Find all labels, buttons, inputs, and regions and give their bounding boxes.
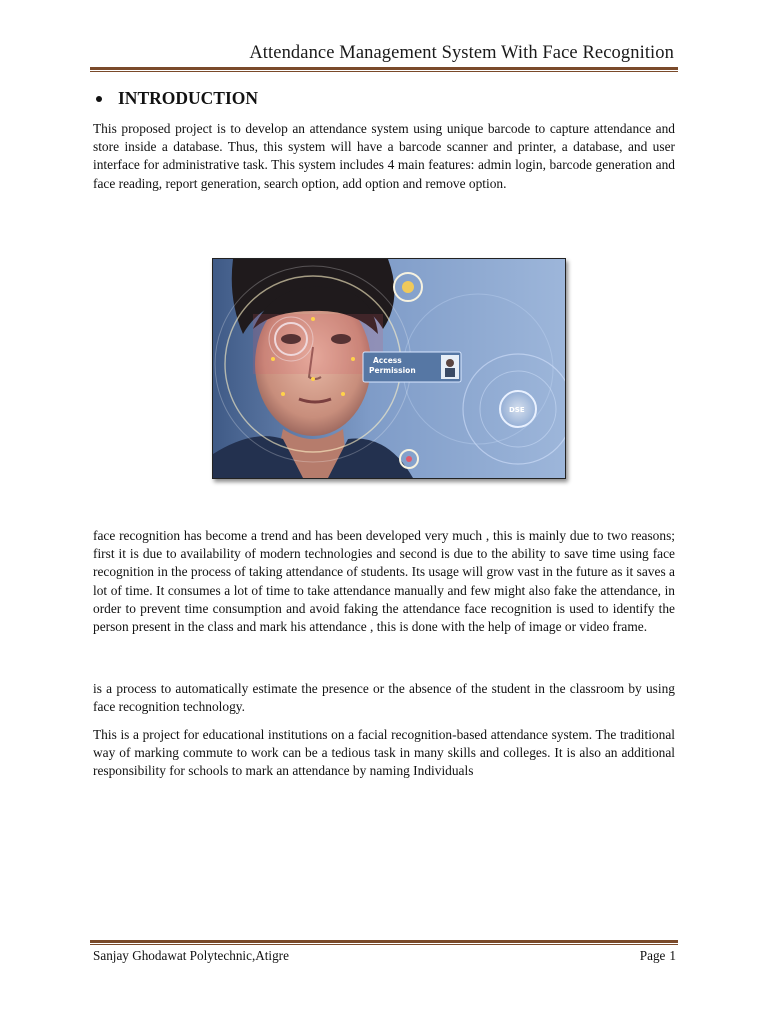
body-paragraph-1: face recognition has become a trend and has been developed very much , this is mainly due to two reasons; first it is due to availability of modern technologies and second is due to the ability to save time using face recognition in the process of taking attendance of students. Its usage will grow vast in the future as it saves a lot of time. It consumes a lot of time to take attendance manually and few might also fake the attendance, in order to prevent time consumption and avoid faking the attendance face recognition is used to identify the person present in the class and mark his attendance , this is done with the help of image or video frame. bbox=[93, 528, 675, 635]
page-number: 1 bbox=[669, 948, 676, 963]
badge-small-label: DSE bbox=[509, 406, 525, 414]
footer-rule bbox=[90, 940, 678, 945]
section-heading bbox=[94, 88, 258, 109]
badge-line1: Access bbox=[373, 356, 402, 365]
face-recognition-figure bbox=[212, 258, 566, 479]
page-label: Page bbox=[639, 948, 666, 963]
body-paragraph-3: This is a project for educational institutions on a facial recognition-based attendance system. The traditional way of marking commute to work can be a tedious task in many skills and colleges. It is also an additional responsibility for schools to mark an attendance by naming Individuals bbox=[93, 727, 675, 779]
footer-page-number bbox=[636, 948, 676, 964]
header-rule bbox=[90, 67, 678, 72]
body-paragraph-2: is a process to automatically estimate the presence or the absence of the student in the classroom by using face recognition technology. bbox=[93, 681, 675, 715]
intro-paragraph: This proposed project is to develop an attendance system using unique barcode to capture attendance and store inside a database. Thus, this system will have a barcode scanner and printer, a database, and user interface for administrative task. This system includes 4 main features: admin login, barcode generation and face reading, report generation, search option, add option and remove option. bbox=[93, 121, 675, 191]
running-header-title: Attendance Management System With Face Recognition bbox=[249, 43, 674, 63]
bullet-icon bbox=[96, 96, 102, 102]
face-recognition-illustration bbox=[213, 259, 565, 478]
footer-institution: Sanjay Ghodawat Polytechnic,Atigre bbox=[93, 948, 289, 963]
section-heading-text: INTRODUCTION bbox=[118, 88, 259, 108]
badge-line2: Permission bbox=[369, 366, 416, 375]
